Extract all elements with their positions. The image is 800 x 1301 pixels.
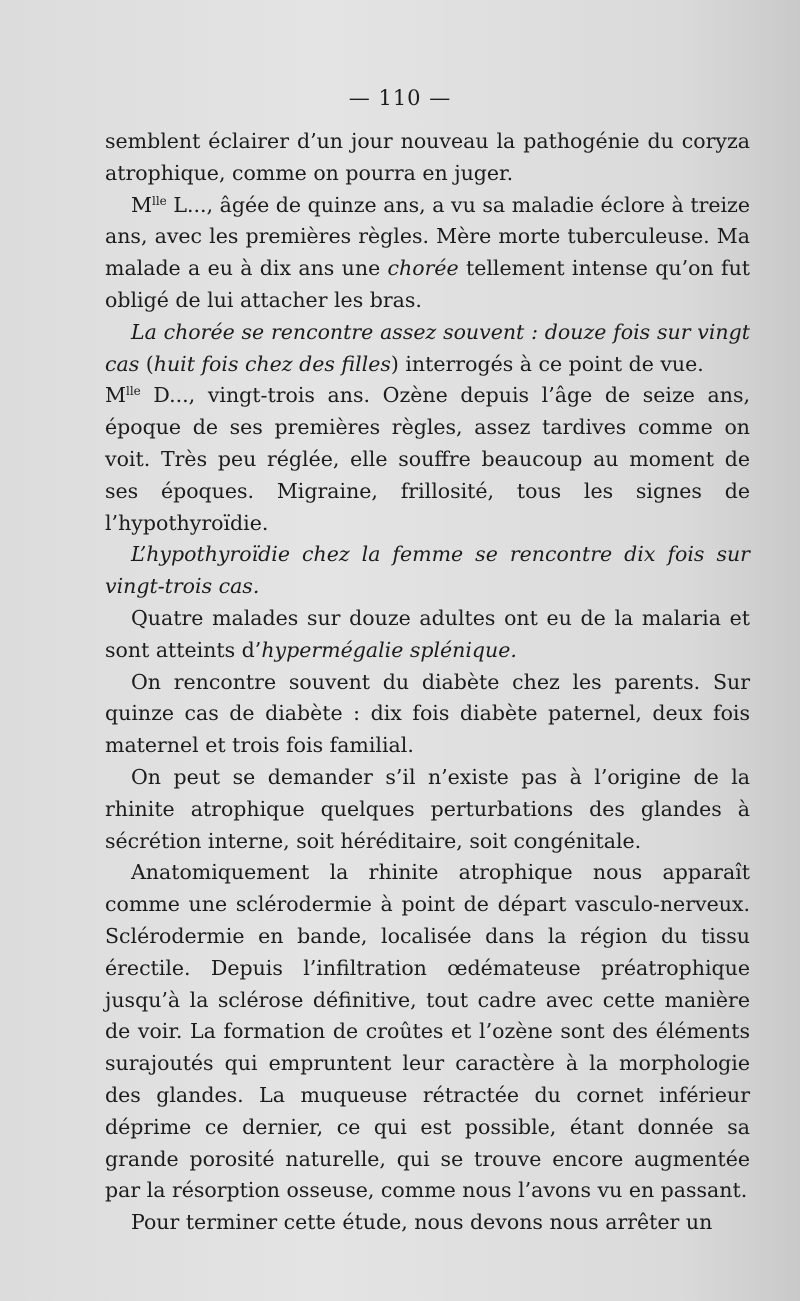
body-text — [105, 126, 750, 1239]
text-span: ) interrogés à ce point de vue. — [390, 351, 704, 376]
text-span: L..., âgée de quinze ans, a vu sa maladie éclore à treize ans, avec les premières règles. Mère morte tuberculeuse. Ma malade a eu à dix ans une — [105, 192, 750, 281]
text-span: M — [131, 192, 152, 217]
paragraph — [105, 603, 750, 667]
paragraph — [105, 380, 750, 539]
italic-text: L’hypothyroïdie chez la femme se rencontre dix fois sur vingt-trois cas. — [105, 542, 750, 599]
text-span: semblent éclairer d’un jour nouveau la pathogénie du coryza atrophique, comme on pourra en juger. — [105, 129, 750, 185]
text-span: Pour terminer cette étude, nous devons nous arrêter un — [131, 1210, 713, 1235]
italic-text: La chorée se rencontre assez souvent : douze fois sur vingt cas — [105, 319, 750, 376]
paragraph — [105, 1207, 750, 1239]
italic-text: huit fois chez des filles — [153, 351, 391, 376]
text-span: Anatomiquement la rhinite atrophique nous apparaît comme une sclérodermie à point de départ vasculo-nerveux. Sclérodermie en bande, localisée dans la région du tissu érectile. Depuis l’infiltration œdémateuse préatrophique jusqu’à la sclérose définitive, tout cadre avec cette manière de voir. La formation de croûtes et l’ozène sont des éléments surajoutés qui empruntent leur caractère à la morphologie des glandes. La muqueuse rétractée du cornet inférieur déprime ce dernier, ce qui est possible, étant donnée sa grande porosité naturelle, qui se trouve encore augmentée par la résorption osseuse, comme nous l’avons vu en passant. — [105, 860, 750, 1203]
text-span: ( — [139, 351, 154, 376]
paragraph — [105, 667, 750, 762]
paragraph — [105, 762, 750, 857]
paragraph — [105, 539, 750, 603]
paragraph — [105, 857, 750, 1207]
italic-text: chorée — [387, 256, 459, 281]
text-span: On rencontre souvent du diabète chez les parents. Sur quinze cas de diabète : dix fois diabète paternel, deux fois maternel et trois fois familial. — [105, 669, 750, 758]
superscript-text: lle — [152, 193, 167, 208]
page-number: — 110 — — [348, 86, 452, 110]
text-span: tellement intense qu’on fut obligé de lui attacher les bras. — [105, 256, 751, 312]
italic-text: hypermégalie splénique. — [261, 637, 517, 662]
text-span: On peut se demander s’il n’existe pas à l’origine de la rhinite atrophique quelques perturbations des glandes à sécrétion interne, soit héréditaire, soit congénitale. — [105, 764, 750, 853]
text-span: Quatre malades sur douze adultes ont eu de la malaria et sont atteints d’ — [105, 605, 750, 662]
superscript-text: lle — [126, 384, 141, 399]
paragraph — [105, 126, 750, 190]
paragraph — [105, 317, 750, 381]
text-span: D..., vingt-trois ans. Ozène depuis l’âge de seize ans, époque de ses premières règles, assez tardives comme on voit. Très peu réglée, elle souffre beaucoup au moment de ses époques. Migraine, frillosité, tous les signes de l’hypothyroïdie. — [105, 383, 750, 535]
text-span: M — [105, 383, 126, 408]
paragraph — [105, 190, 750, 317]
